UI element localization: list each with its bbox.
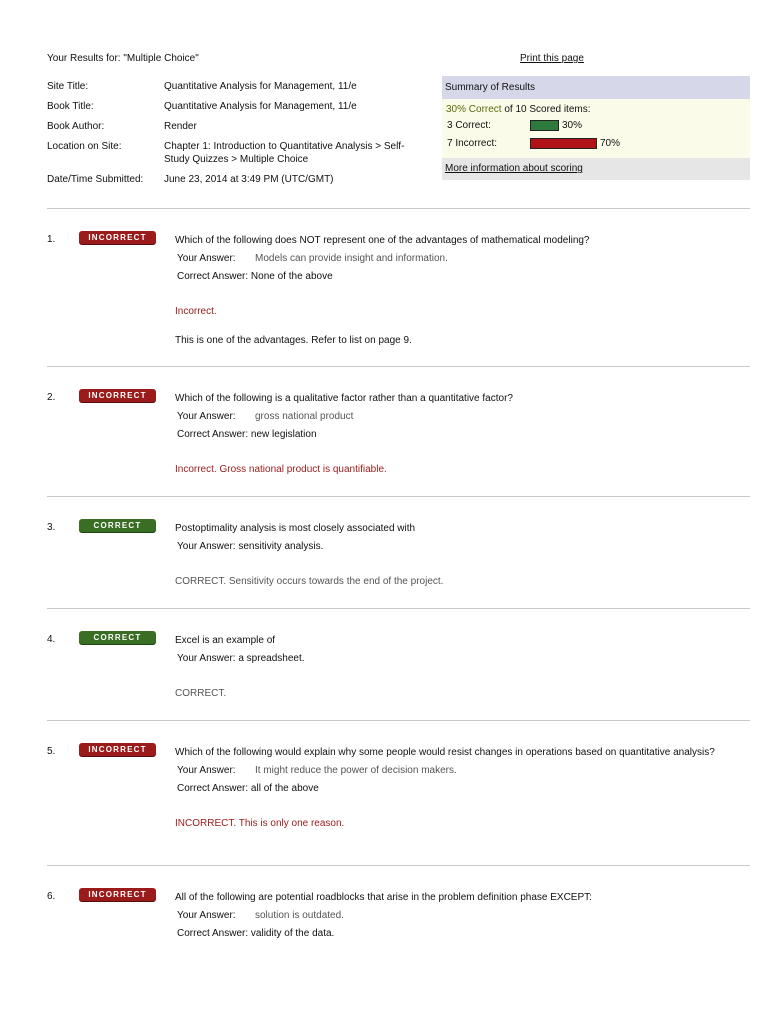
incorrect-badge: INCORRECT [79, 231, 156, 244]
divider [47, 720, 750, 721]
meta-key: Location on Site: [47, 141, 122, 152]
divider [47, 366, 750, 367]
correct-count-label: 3 Correct: [447, 120, 491, 131]
your-answer-label: Your Answer: [177, 541, 236, 552]
meta-key: Book Title: [47, 101, 94, 112]
meta-value: Quantitative Analysis for Management, 11/e [164, 81, 357, 92]
question-text: All of the following are potential roadblocks that arise in the problem definition phase EXCEPT: [175, 892, 592, 903]
your-answer-line [177, 652, 750, 665]
your-answer-value: gross national product [255, 411, 354, 422]
your-answer-label: Your Answer: [177, 411, 236, 422]
divider [47, 608, 750, 609]
your-answer-line [177, 909, 750, 922]
feedback-text: INCORRECT. This is only one reason. [175, 818, 345, 829]
your-answer-value: It might reduce the power of decision makers. [255, 765, 457, 776]
quiz-meta-table [47, 80, 422, 193]
scored-items-text: of 10 Scored items: [501, 104, 591, 115]
your-answer-label: Your Answer: [177, 910, 236, 921]
correct-count-row [447, 120, 582, 131]
correct-answer-line [177, 270, 750, 283]
incorrect-badge: INCORRECT [79, 389, 156, 402]
correct-answer-label: Correct Answer: [177, 928, 249, 939]
question-text: Excel is an example of [175, 635, 276, 646]
correct-answer-label: Correct Answer: [177, 271, 249, 282]
feedback-text: CORRECT. [175, 688, 227, 699]
meta-value: June 23, 2014 at 3:49 PM (UTC/GMT) [164, 174, 334, 185]
meta-value: Chapter 1: Introduction to Quantitative Analysis > Self-Study Quizzes > Multiple Choice [164, 141, 405, 165]
meta-row-site-title [47, 80, 422, 93]
question-text: Which of the following does NOT represent one of the advantages of mathematical modeling? [175, 235, 590, 246]
summary-heading: Summary of Results [442, 76, 750, 99]
meta-row-location [47, 140, 422, 166]
question-number: 5. [47, 746, 56, 757]
your-answer-line [177, 410, 750, 423]
meta-row-book-author [47, 120, 422, 133]
correct-answer-line [177, 927, 750, 940]
meta-row-date-submitted [47, 173, 422, 186]
incorrect-percent: 70% [600, 138, 621, 149]
question-text: Which of the following would explain why some people would resist changes in operations based on quantitative analysis? [175, 747, 715, 758]
divider [47, 208, 750, 209]
question-text: Which of the following is a qualitative factor rather than a quantitative factor? [175, 393, 513, 404]
correct-progress-bar [530, 120, 559, 131]
question-text: Postoptimality analysis is most closely associated with [175, 523, 416, 534]
divider [47, 865, 750, 866]
feedback-text: Incorrect. Gross national product is quantifiable. [175, 464, 387, 475]
incorrect-badge: INCORRECT [79, 743, 156, 756]
feedback-text: CORRECT. Sensitivity occurs towards the end of the project. [175, 576, 444, 587]
incorrect-count-row [447, 138, 620, 149]
your-answer-line [177, 252, 750, 265]
summary-of-results-panel [442, 76, 750, 180]
correct-badge: CORRECT [79, 519, 156, 532]
question-number: 6. [47, 891, 56, 902]
correct-answer-label: Correct Answer: [177, 783, 249, 794]
your-answer-label: Your Answer: [177, 253, 236, 264]
your-answer-value: sensitivity analysis. [238, 541, 324, 552]
summary-footer [442, 158, 750, 180]
meta-value: Render [164, 121, 197, 132]
your-answer-value: Models can provide insight and information. [255, 253, 448, 264]
your-answer-line [177, 764, 750, 777]
meta-key: Date/Time Submitted: [47, 174, 144, 185]
question-number: 4. [47, 634, 56, 645]
meta-key: Book Author: [47, 121, 105, 132]
feedback-text: Incorrect. [175, 306, 217, 317]
meta-row-book-title [47, 100, 422, 113]
correct-percent: 30% [562, 120, 583, 131]
scoring-info-link[interactable]: More information about scoring [445, 163, 583, 174]
question-number: 2. [47, 392, 56, 403]
correct-answer-value: all of the above [250, 783, 319, 794]
correct-badge: CORRECT [79, 631, 156, 644]
your-answer-line [177, 540, 750, 553]
your-answer-label: Your Answer: [177, 653, 236, 664]
correct-answer-value: validity of the data. [250, 928, 335, 939]
print-page-link[interactable]: Print this page [520, 53, 584, 64]
incorrect-count-label: 7 Incorrect: [447, 138, 498, 149]
correct-answer-value: new legislation [250, 429, 317, 440]
correct-answer-line [177, 782, 750, 795]
results-for-heading: Your Results for: "Multiple Choice" [47, 53, 199, 64]
question-number: 1. [47, 234, 56, 245]
divider [47, 496, 750, 497]
incorrect-badge: INCORRECT [79, 888, 156, 901]
question-number: 3. [47, 522, 56, 533]
meta-value: Quantitative Analysis for Management, 11/e [164, 101, 357, 112]
meta-key: Site Title: [47, 81, 89, 92]
your-answer-label: Your Answer: [177, 765, 236, 776]
correct-answer-line [177, 428, 750, 441]
correct-answer-label: Correct Answer: [177, 429, 249, 440]
your-answer-value: a spreadsheet. [238, 653, 305, 664]
percent-correct: 30% Correct [446, 104, 502, 115]
correct-answer-value: None of the above [250, 271, 333, 282]
your-answer-value: solution is outdated. [255, 910, 344, 921]
feedback-explanation: This is one of the advantages. Refer to list on page 9. [175, 335, 412, 346]
incorrect-progress-bar [530, 138, 597, 149]
summary-score-line [446, 104, 591, 115]
